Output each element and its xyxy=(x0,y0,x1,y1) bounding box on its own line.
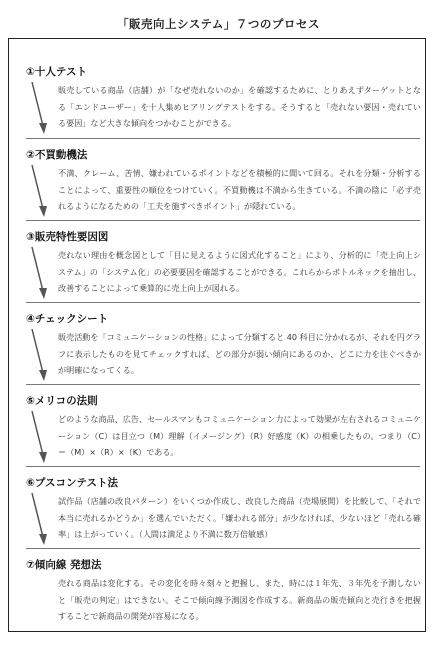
process-step-1 xyxy=(26,64,426,134)
section-divider xyxy=(26,302,420,303)
step-heading: ⑦傾向線 発想法 xyxy=(26,559,102,571)
process-step-2 xyxy=(26,147,426,217)
process-step-7 xyxy=(26,557,426,627)
step-heading: ③販売特性要因図 xyxy=(26,231,109,243)
step-heading: ⑥プスコンテスト法 xyxy=(26,477,119,489)
step-heading: ⑤メリコの法則 xyxy=(26,395,98,407)
down-arrow-icon xyxy=(30,80,50,136)
step-description: 販売している商品（店舗）が「なぜ売れないのか」を確認するために、とりあえずターゲットとなる「エンドユーザー」を十人集めヒアリングテストをする。そうすると「売れない要因・売れている要因」など大きな傾向をつかむことができる。 xyxy=(58,85,421,128)
section-divider xyxy=(26,138,420,139)
down-arrow-icon xyxy=(30,163,50,219)
down-arrow-icon xyxy=(30,491,50,547)
process-step-4 xyxy=(26,311,426,381)
step-description: 販売活動を「コミュニケーションの性格」によって分類すると 40 科目に分かれるが、それを円グラフに表示したものを見てチェックすれば、どの部分が弱い傾向にあるのか、どこに力を注ぐべきかが明確になってくる。 xyxy=(58,332,421,375)
process-step-3 xyxy=(26,229,426,299)
step-description: 売れる商品は変化する。その変化を時々刻々と把握し、また、時には１年先、３年先を予測しないと「販売の判定」はできない。そこで傾向線予測図を作成する。新商品の販売傾向と売行きを把握することで新商品の開発が容易になる。 xyxy=(58,578,421,621)
down-arrow-icon xyxy=(30,245,50,301)
down-arrow-icon xyxy=(30,409,50,465)
section-divider xyxy=(26,384,420,385)
page-title: 「販売向上システム」７つのプロセス xyxy=(117,17,320,31)
step-heading: ①十人テスト xyxy=(26,66,87,78)
step-description: 不満、クレーム、苦情、嫌われているポイントなどを積極的に聞いて回る。それを分類・分析することによって、重要性の順位をつけていく。不買動機は不満から生きている。不満の陰に「必ず売れるようになるための「工夫を施すべきポイント」が隠れている。 xyxy=(58,168,421,211)
process-step-5 xyxy=(26,393,426,463)
step-description: 売れない理由を概念図として「目に見えるように図式化すること」により、分析的に「売上向上システム」の「システム化」の必要要因を確認することができる。これらからボトルネックを抽出し、改善することによって乗算的に売上向上が図れる。 xyxy=(58,250,421,293)
down-arrow-icon xyxy=(30,327,50,383)
step-heading: ④チェックシート xyxy=(26,313,109,325)
process-step-6 xyxy=(26,475,426,545)
step-heading: ②不買動機法 xyxy=(26,149,88,161)
step-description: 試作品（店舗の改良パターン）をいくつか作成し、改良した商品（売場展開）を比較して、「それで本当に売れるかどうか」を選んでいただく。「嫌われる部分」が少なければ、少ないほど「売れる確率」は上がっていく。（人間は満足より不満に数万倍敏感） xyxy=(58,496,421,539)
step-description: どのような商品、広告、セールスマンもコミュニケーション力によって効果が左右されるコミュニケーション（C）は目立つ（M）理解（イメージング）（R）好感度（K）の相乗したもの。つまり（C）＝（M）×（R）×（K）である。 xyxy=(58,414,421,457)
section-divider xyxy=(26,220,420,221)
section-divider xyxy=(26,466,420,467)
section-divider xyxy=(26,548,420,549)
